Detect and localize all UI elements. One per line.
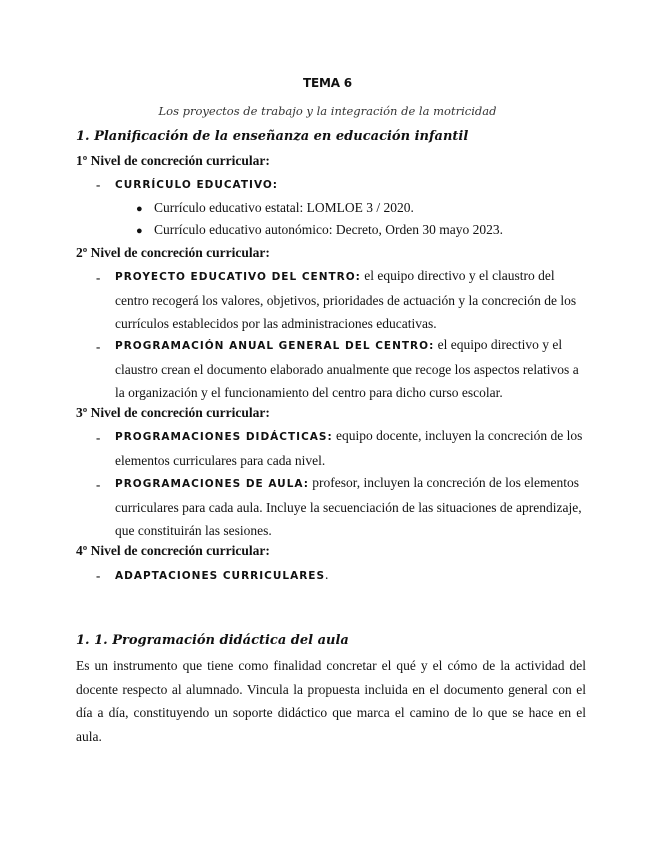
bullet-text: Currículo educativo estatal: LOMLOE 3 / 2020. — [154, 200, 414, 215]
dash-marker: - — [96, 477, 101, 492]
document-subtitle: Los proyectos de trabajo y la integración de la motricidad — [158, 104, 497, 118]
item-title: CURRÍCULO EDUCATIVO: — [115, 179, 279, 191]
dash-marker: - — [96, 430, 101, 445]
dash-marker: - — [96, 339, 101, 354]
item-title: ADAPTACIONES CURRICULARES — [115, 570, 326, 582]
item-title: PROYECTO EDUCATIVO DEL CENTRO: — [115, 271, 361, 283]
level-3-label: 3º Nivel de concreción curricular: — [76, 405, 270, 420]
list-item — [115, 471, 585, 542]
item-text: el equipo directivo y el claustro crean el documento elaborado anualmente que recoge los aspectos relativos a la organización y el funcionamiento del centro para dicho curso escolar. — [115, 337, 579, 400]
subsection-heading: 1. 1. Programación didáctica del aula — [76, 633, 349, 648]
list-item — [115, 563, 585, 588]
dash-marker: - — [96, 568, 101, 583]
level-2-label: 2º Nivel de concreción curricular: — [76, 245, 270, 260]
list-item — [115, 424, 585, 472]
item-title: PROGRAMACIÓN ANUAL GENERAL DEL CENTRO: — [115, 340, 435, 352]
item-text: profesor, incluyen la concreción de los elementos curriculares para cada aula. Incluye la secuenciación de las situaciones de aprendizaje, que constituirán las sesiones. — [115, 475, 582, 538]
dash-marker: - — [96, 270, 101, 285]
list-item — [115, 172, 585, 197]
bullet-icon: ● — [136, 203, 143, 215]
section-heading: 1. Planificación de la enseñanza en educación infantil — [76, 129, 469, 144]
list-item — [115, 264, 585, 335]
item-title: PROGRAMACIONES DIDÁCTICAS: — [115, 431, 333, 443]
document-title: TEMA 6 — [303, 76, 352, 90]
item-title: PROGRAMACIONES DE AULA: — [115, 478, 309, 490]
list-item — [115, 333, 585, 404]
level-4-label: 4º Nivel de concreción curricular: — [76, 543, 270, 558]
item-suffix: . — [325, 567, 329, 582]
dash-marker: - — [96, 177, 101, 192]
bullet-text: Currículo educativo autonómico: Decreto, Orden 30 mayo 2023. — [154, 222, 504, 237]
item-text: equipo docente, incluyen la concreción de los elementos curriculares para cada nivel. — [115, 428, 583, 468]
body-paragraph: Es un instrumento que tiene como finalidad concretar el qué y el cómo de la actividad del docente respecto al alumnado. Vincula la propuesta incluida en el documento general con el día a día, constituyendo un soporte didáctico que marca el camino de lo que se hace en el aula. — [76, 658, 586, 744]
item-text: el equipo directivo y el claustro del centro recogerá los valores, objetivos, prioridades de actuación y la concreción de los currículos establecidos por las administraciones educativas. — [115, 268, 577, 331]
bullet-icon: ● — [136, 225, 143, 237]
level-1-label: 1º Nivel de concreción curricular: — [76, 153, 270, 168]
